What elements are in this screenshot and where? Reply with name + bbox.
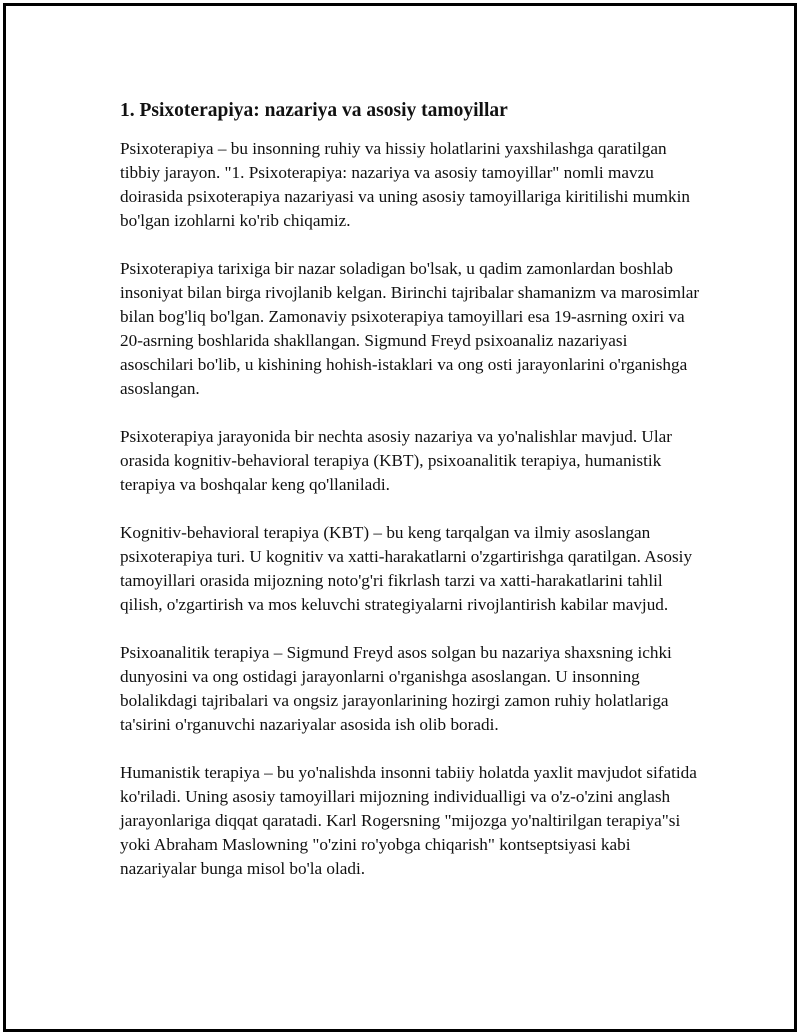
paragraph-history: Psixoterapiya tarixiga bir nazar soladigan bo'lsak, u qadim zamonlardan boshlab insoniyat bilan birga rivojlanib kelgan. Birinchi tajribalar shamanizm va marosimlar bilan bog'liq bo'lgan. Zamonaviy psixoterapiya tamoyillari esa 19-asrning oxiri va 20-asrning boshlarida shakllangan. Sigmund Freyd psixoanaliz nazariyasi asoschilari bo'lib, u kishining hohish-istaklari va ong osti jarayonlarini o'rganishga asoslangan. xyxy=(120,259,700,398)
paragraph-humanistic: Humanistik terapiya – bu yo'nalishda insonni tabiiy holatda yaxlit mavjudot sifatida ko'riladi. Uning asosiy tamoyillari mijozning individualligi va o'z-o'zini anglash jarayonlariga diqqat qaratadi. Karl Rogersning "mijozga yo'naltirilgan terapiya"si yoki Abraham Maslowning "o'zini ro'yobga chiqarish" kontseptsiyasi kabi nazariyalar bunga misol bo'la oladi. xyxy=(120,763,697,878)
paragraph-psychoanalytic: Psixoanalitik terapiya – Sigmund Freyd asos solgan bu nazariya shaxsning ichki dunyosini va ong ostidagi jarayonlarni o'rganishga asoslangan. U insonning bolalikdagi tajribalari va ongsiz jarayonlarining hozirgi zamon ruhiy holatlariga ta'sirini o'rganuvchi nazariyalar asosida ish olib boradi. xyxy=(120,643,672,734)
document-body xyxy=(120,98,700,905)
paragraph-directions: Psixoterapiya jarayonida bir nechta asosiy nazariya va yo'nalishlar mavjud. Ular orasida kognitiv-behavioral terapiya (KBT), psixoanalitik terapiya, humanistik terapiya va boshqalar keng qo'llaniladi. xyxy=(120,427,672,494)
paragraph-intro: Psixoterapiya – bu insonning ruhiy va hissiy holatlarini yaxshilashga qaratilgan tibbiy jarayon. "1. Psixoterapiya: nazariya va asosiy tamoyillar" nomli mavzu doirasida psixoterapiya nazariyasi va uning asosiy tamoyillariga kiritilishi mumkin bo'lgan izohlarni ko'rib chiqamiz. xyxy=(120,139,690,230)
page-frame xyxy=(3,3,797,1032)
document-title: 1. Psixoterapiya: nazariya va asosiy tamoyillar xyxy=(120,100,508,121)
paragraph-cbt: Kognitiv-behavioral terapiya (KBT) – bu keng tarqalgan va ilmiy asoslangan psixoterapiya turi. U kognitiv va xatti-harakatlarni o'zgartirishga qaratilgan. Asosiy tamoyillari orasida mijozning noto'g'ri fikrlash tarzi va xatti-harakatlarini tahlil qilish, o'zgartirish va mos keluvchi strategiyalarni rivojlantirish kabilar mavjud. xyxy=(120,523,693,614)
